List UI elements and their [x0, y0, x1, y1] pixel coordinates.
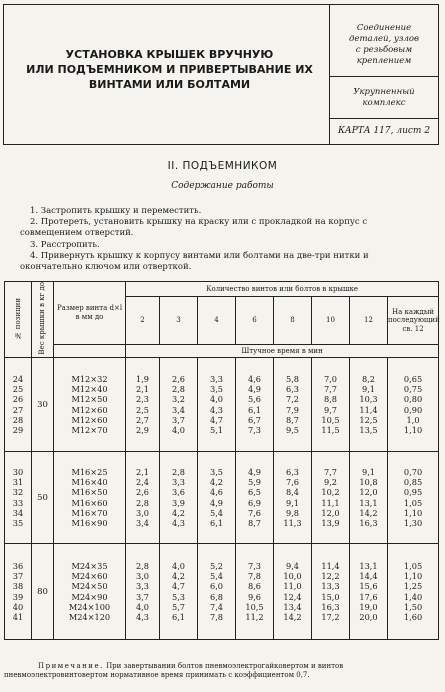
position-cell: 24 25 26 27 28 29	[5, 358, 32, 452]
time-cell: 4,0 4,2 4,7 5,3 5,7 6,1	[160, 544, 198, 640]
table-row-group	[5, 452, 439, 544]
column-header-weight: Вес крышки в кг до	[32, 282, 54, 358]
time-cell: 6,3 7,6 8,4 9,1 9,8 11,3	[274, 452, 312, 544]
complex-line: Укрупненный	[353, 87, 415, 97]
footnote	[4, 662, 438, 680]
time-cell-extra: 1,05 1,10 1,25 1,40 1,50 1,60	[388, 544, 439, 640]
time-cell: 5,2 5,4 6,0 6,8 7,4 7,8	[198, 544, 236, 640]
column-header-count: 2	[126, 297, 160, 345]
column-header-count: 10	[312, 297, 350, 345]
time-cell-extra: 0,65 0,75 0,80 0,90 1,0 1,10	[388, 358, 439, 452]
table-row-group	[5, 358, 439, 452]
column-header-position: № позиции	[5, 282, 32, 358]
column-header-count: 6	[236, 297, 274, 345]
time-cell: 3,5 4,2 4,6 4,9 5,4 6,1	[198, 452, 236, 544]
time-cell: 4,6 4,9 5,6 6,1 6,7 7,3	[236, 358, 274, 452]
complex-cell	[330, 77, 438, 119]
header-side-panel	[330, 5, 438, 144]
title-line: УСТАНОВКА КРЫШЕК ВРУЧНУЮ	[65, 48, 274, 61]
section-subtitle: Содержание работы	[171, 181, 274, 191]
work-steps	[20, 206, 420, 273]
position-cell: 36 37 38 39 40 41	[5, 544, 32, 640]
position-cell: 30 31 32 33 34 35	[5, 452, 32, 544]
column-header-size-spacer	[54, 344, 126, 357]
time-norm-table	[4, 281, 439, 640]
time-cell: 2,6 2,8 3,2 3,4 3,7 4,0	[160, 358, 198, 452]
column-header-count: 8	[274, 297, 312, 345]
time-cell: 3,3 3,5 4,0 4,3 4,7 5,1	[198, 358, 236, 452]
time-cell: 7,7 9,2 10,2 11,1 12,0 13,9	[312, 452, 350, 544]
table-row-group	[5, 544, 439, 640]
time-cell: 8,2 9,1 10,3 11,4 12,5 13,5	[350, 358, 388, 452]
work-step: 3. Расстропить.	[30, 239, 100, 250]
work-step: 1. Застропить крышку и переместить.	[30, 206, 202, 216]
time-cell: 13,1 14,4 15,6 17,6 19,0 20,0	[350, 544, 388, 640]
work-step: 4. Привернуть крышку к корпусу винтами или болтами на две-три нитки и окончательно ключом или отверткой.	[20, 250, 369, 273]
title-line: ИЛИ ПОДЪЕМНИКОМ И ПРИВЕРТЫВАНИЕ ИХ	[26, 63, 313, 76]
column-header-count: 12	[350, 297, 388, 345]
column-header-extra: На каждый последующий св. 12	[388, 297, 439, 345]
category-line: Соединение	[356, 23, 412, 33]
weight-cell: 80	[32, 544, 54, 640]
size-cell: M12×32 M12×40 M12×50 M12×60 M12×60 M12×70	[54, 358, 126, 452]
card-header	[3, 4, 439, 145]
time-unit-header: Штучное время в мин	[126, 344, 439, 357]
time-cell: 9,1 10,8 12,0 13,1 14,2 16,3	[350, 452, 388, 544]
header-title-cell	[4, 5, 330, 144]
time-cell: 2,8 3,3 3,6 3,9 4,2 4,3	[160, 452, 198, 544]
column-header-count-group: Количество винтов или болтов в крышке	[126, 282, 439, 297]
category-line: деталей, узлов	[349, 34, 419, 44]
complex-line: комплекс	[362, 98, 406, 108]
time-cell: 1,9 2,1 2,3 2,5 2,7 2,9	[126, 358, 160, 452]
work-step: 2. Протереть, установить крышку на краску или с прокладкой на корпус с совмещением отверстий.	[20, 217, 368, 239]
document-title	[14, 47, 325, 92]
category-cell	[330, 9, 438, 77]
size-cell: M16×25 M16×40 M16×50 M16×60 M16×70 M16×90	[54, 452, 126, 544]
category-line: креплением	[356, 56, 412, 66]
time-cell: 5,8 6,3 7,2 7,9 8,7 9,5	[274, 358, 312, 452]
weight-cell: 50	[32, 452, 54, 544]
time-cell: 2,8 3,0 3,3 3,7 4,0 4,3	[126, 544, 160, 640]
card-number: КАРТА 117, лист 2	[337, 126, 431, 136]
title-line: ВИНТАМИ ИЛИ БОЛТАМИ	[88, 78, 251, 91]
time-cell: 7,3 7,8 8,6 9,6 10,5 11,2	[236, 544, 274, 640]
time-cell: 11,4 12,2 13,3 15,0 16,3 17,2	[312, 544, 350, 640]
time-cell: 7,0 7,7 8,8 9,7 10,5 11,5	[312, 358, 350, 452]
footnote-text: При завертывании болтов пневмоэлектрогайковертом и винтов пневмоэлектровинтовертом нормативное время принимать с коэффициентом 0,7.	[4, 662, 344, 679]
size-cell: M24×35 M24×60 M24×50 M24×90 M24×100 M24×120	[54, 544, 126, 640]
weight-cell: 30	[32, 358, 54, 452]
time-cell-extra: 0,70 0,85 0,95 1,05 1,10 1,30	[388, 452, 439, 544]
column-header-count: 4	[198, 297, 236, 345]
column-header-size: Размер винта d×l в мм до	[54, 282, 126, 345]
time-cell: 2,1 2,4 2,6 2,8 3,0 3,4	[126, 452, 160, 544]
section-title: II. ПОДЪЕМНИКОМ	[167, 160, 278, 172]
time-cell: 4,9 5,9 6,5 6,9 7,6 8,7	[236, 452, 274, 544]
column-header-count: 3	[160, 297, 198, 345]
footnote-label: Примечание.	[38, 662, 104, 670]
category-line: с резьбовым	[355, 45, 413, 55]
time-cell: 9,4 10,0 11,0 12,4 13,4 14,2	[274, 544, 312, 640]
